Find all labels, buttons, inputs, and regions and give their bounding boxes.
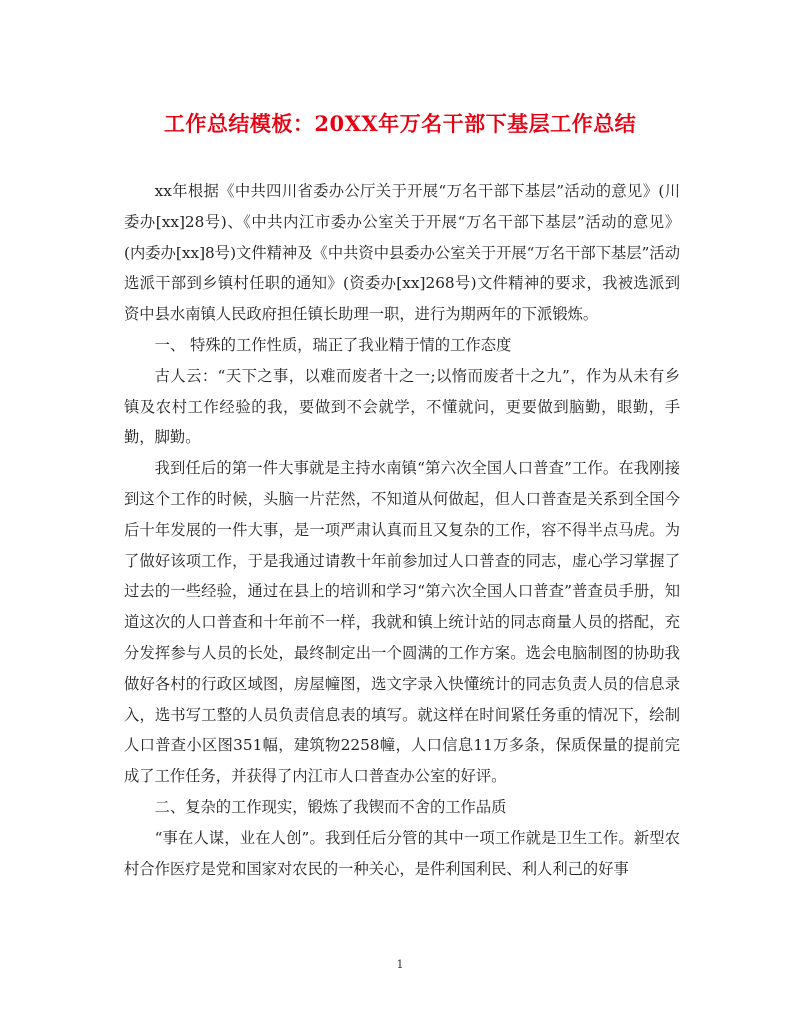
- section-heading-1: 一、 特殊的工作性质，瑞正了我业精于情的工作态度: [154, 335, 512, 354]
- page-number: 1: [396, 958, 404, 971]
- paragraph-intro: xx年根据《中共四川省委办公厅关于开展“万名干部下基层”活动的意见》(川委办[xx]28号)、《中共内江市委办公室关于开展“万名干部下基层”活动的意见》(内委办[xx]8号)文件精神及《中共资中县委办公室关于开展“万名干部下基层”活动选派干部到乡镇村任职的通知》(资委办[xx]268号)文件精神的要求，我被选派到资中县水南镇人民政府担任镇长助理一职，进行为期两年的下派锻炼。: [124, 182, 681, 324]
- paragraph-health: “事在人谋，业在人创”。我到任后分管的其中一项工作就是卫生工作。新型农村合作医疗是党和国家对农民的一种关心，是件利国利民、利人利己的好事: [124, 828, 680, 878]
- document-body: [124, 176, 680, 884]
- document-title: 工作总结模板：20XX年万名干部下基层工作总结: [163, 111, 637, 136]
- paragraph-census: 我到任后的第一件大事就是主持水南镇“第六次全国人口普查”工作。在我刚接到这个工作的时候，头脑一片茫然，不知道从何做起，但人口普查是关系到全国今后十年发展的一件大事，是一项严肃认真而且又复杂的工作，容不得半点马虎。为了做好该项工作，于是我通过请教十年前参加过人口普查的同志，虚心学习掌握了过去的一些经验，通过在县上的培训和学习“第六次全国人口普查”普查员手册，知道这次的人口普查和十年前不一样，我就和镇上统计站的同志商量人员的搭配，充分发挥参与人员的长处，最终制定出一个圆满的工作方案。选会电脑制图的协助我做好各村的行政区域图，房屋幢图，选文字录入快懂统计的同志负责人员的信息录入，选书写工整的人员负责信息表的填写。就这样在时间紧任务重的情况下，绘制人口普查小区图351幅，建筑物2258幢，人口信息11万多条，保质保量的提前完成了工作任务，并获得了内江市人口普查办公室的好评。: [124, 459, 680, 786]
- paragraph-quote: 古人云：“天下之事，以难而废者十之一;以惰而废者十之九”，作为从未有乡镇及农村工作经验的我，要做到不会就学，不懂就问，更要做到脑勤，眼勤，手勤，脚勤。: [124, 366, 680, 447]
- section-heading-2: 二、复杂的工作现实，锻炼了我锲而不舍的工作品质: [154, 797, 507, 816]
